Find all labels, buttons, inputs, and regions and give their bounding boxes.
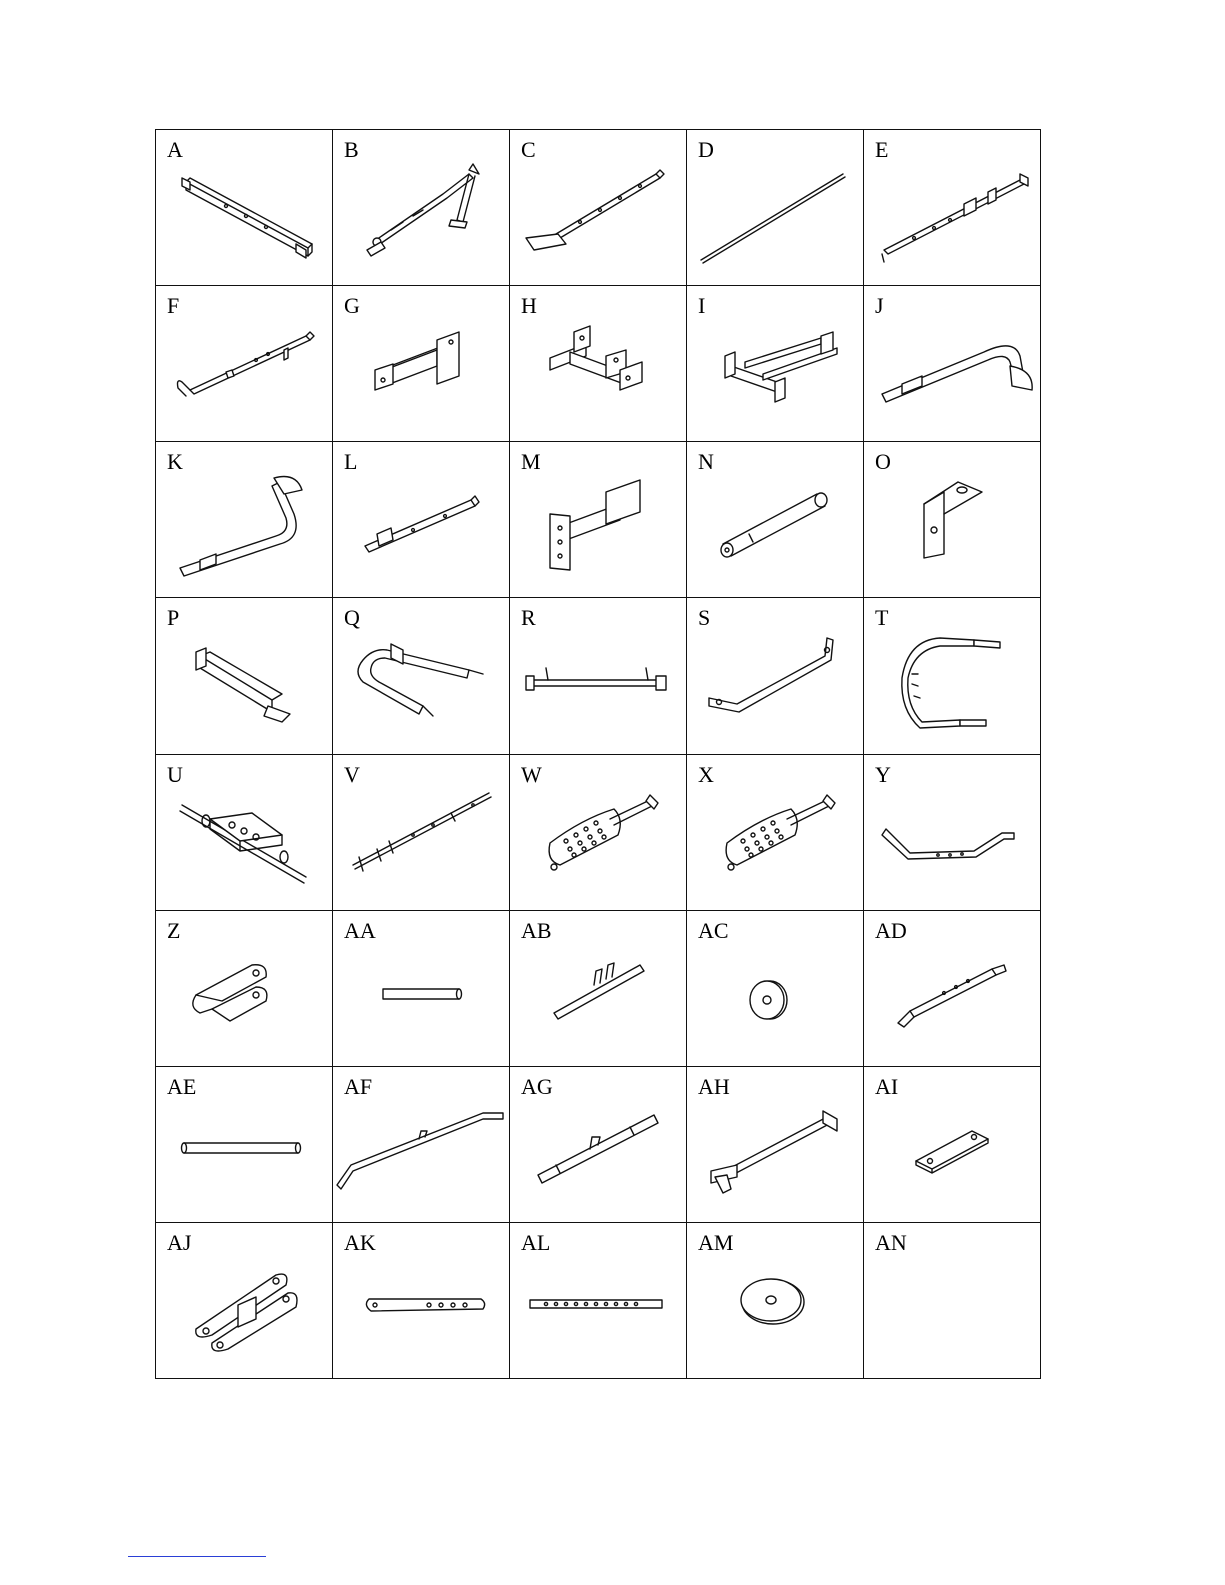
bent-bar-illustration [864, 755, 1040, 910]
part-cell-c [510, 130, 687, 286]
angle-bracket-illustration [864, 442, 1040, 597]
part-cell-ak [333, 1222, 510, 1378]
pedal-arm-illustration [687, 755, 863, 910]
part-cell-a [156, 130, 333, 286]
part-cell-b [333, 130, 510, 286]
part-label: B [344, 137, 359, 162]
part-cell-q [333, 598, 510, 754]
part-label: P [167, 605, 180, 631]
channel-with-tabs-illustration [864, 911, 1040, 1066]
part-cell-h [510, 286, 687, 442]
part-label: AM [698, 1229, 734, 1255]
part-label: E [875, 137, 889, 162]
double-clevis-illustration [156, 1223, 332, 1378]
parts-row [156, 1066, 1041, 1222]
part-cell-af [333, 1066, 510, 1222]
part-label: S [698, 605, 711, 631]
part-cell-o [864, 442, 1041, 598]
part-label: T [875, 605, 889, 631]
part-label: AJ [167, 1229, 192, 1255]
perforated-strip-illustration [333, 1223, 509, 1378]
part-label: W [521, 761, 542, 787]
part-cell-ac [687, 910, 864, 1066]
part-cell-d [687, 130, 864, 286]
cross-frame-illustration [510, 286, 686, 441]
part-cell-an [864, 1222, 1041, 1378]
part-label: K [167, 449, 183, 475]
part-label: Y [875, 761, 891, 787]
part-label: AE [167, 1073, 197, 1099]
part-label: N [698, 449, 714, 475]
bearing-block-shaft-illustration [156, 755, 332, 910]
part-label: F [167, 293, 180, 319]
part-cell-s [687, 598, 864, 754]
part-label: AL [521, 1229, 551, 1255]
tube-on-plate-illustration [510, 442, 686, 597]
part-cell-j [864, 286, 1041, 442]
part-cell-ag [510, 1066, 687, 1222]
channel-bar-illustration [333, 442, 509, 597]
axle-bar-illustration [510, 598, 686, 753]
short-tube-illustration [333, 911, 509, 1066]
part-label: M [521, 449, 541, 475]
part-cell-aa [333, 910, 510, 1066]
bar-with-hook-illustration [156, 286, 332, 441]
part-cell-ab [510, 910, 687, 1066]
part-label: AH [698, 1073, 730, 1099]
part-cell-am [687, 1222, 864, 1378]
bar-with-brackets-illustration [864, 130, 1040, 285]
part-cell-u [156, 754, 333, 910]
clevis-bracket-illustration [156, 911, 332, 1066]
curved-arm-illustration [156, 442, 332, 597]
part-label: Q [344, 605, 360, 631]
part-label: L [344, 449, 358, 475]
part-label: C [521, 137, 536, 162]
part-label: AD [875, 917, 907, 943]
flat-washer-illustration [687, 1223, 863, 1378]
rod-with-pins-illustration [333, 755, 509, 910]
parts-row [156, 130, 1041, 286]
part-label: AA [344, 917, 376, 943]
bent-rod-illustration [333, 1067, 509, 1222]
footer-link-underline[interactable] [128, 1556, 266, 1557]
part-cell-l [333, 442, 510, 598]
disc-washer-illustration [687, 911, 863, 1066]
parts-table [155, 129, 1041, 1379]
part-label: X [698, 761, 714, 787]
curved-handle-bar-illustration [864, 286, 1040, 441]
parts-row [156, 442, 1041, 598]
part-cell-t [864, 598, 1041, 754]
parts-row [156, 910, 1041, 1066]
tube-with-plate-illustration [333, 286, 509, 441]
part-label: D [698, 137, 714, 162]
tube-with-tabs-illustration [510, 911, 686, 1066]
long-tube-illustration [156, 1067, 332, 1222]
bent-bracket-illustration [687, 598, 863, 753]
part-label: U [167, 761, 183, 787]
part-cell-ad [864, 910, 1041, 1066]
part-cell-x [687, 754, 864, 910]
double-tube-frame-illustration [687, 286, 863, 441]
flat-plate-illustration [864, 1067, 1040, 1222]
part-label: AK [344, 1229, 376, 1255]
part-label: I [698, 293, 706, 319]
part-cell-m [510, 442, 687, 598]
roller-pad-illustration [687, 442, 863, 597]
part-cell-ah [687, 1066, 864, 1222]
part-label: AN [875, 1229, 907, 1255]
part-label: R [521, 605, 536, 631]
parts-row [156, 286, 1041, 442]
part-label: AI [875, 1073, 899, 1099]
adjustment-pin-tube-illustration [510, 1223, 686, 1378]
part-label: Z [167, 917, 181, 943]
parts-row [156, 754, 1041, 910]
part-cell-f [156, 286, 333, 442]
part-cell-v [333, 754, 510, 910]
bar-with-foot-plate-illustration [510, 130, 686, 285]
part-label: AB [521, 917, 552, 943]
tube-with-tab-illustration [510, 1067, 686, 1222]
part-cell-p [156, 598, 333, 754]
part-label: H [521, 293, 537, 319]
part-label: AG [521, 1073, 553, 1099]
part-cell-w [510, 754, 687, 910]
part-cell-y [864, 754, 1041, 910]
part-label: AF [344, 1073, 373, 1099]
bar-with-end-brackets-illustration [687, 1067, 863, 1222]
part-label: V [344, 761, 360, 787]
frame-bracket-illustration [333, 130, 509, 285]
part-cell-k [156, 442, 333, 598]
hoop-frame-illustration [864, 598, 1040, 753]
part-cell-n [687, 442, 864, 598]
part-cell-g [333, 286, 510, 442]
part-cell-z [156, 910, 333, 1066]
part-label: A [167, 137, 183, 162]
u-frame-illustration [333, 598, 509, 753]
bracket-with-tongue-illustration [156, 598, 332, 753]
part-cell-r [510, 598, 687, 754]
part-cell-i [687, 286, 864, 442]
parts-row [156, 598, 1041, 754]
part-cell-ae [156, 1066, 333, 1222]
part-label: AC [698, 917, 729, 943]
part-cell-e [864, 130, 1041, 286]
square-tube-bar-illustration [156, 130, 332, 285]
part-label: J [875, 293, 884, 319]
part-label: G [344, 293, 360, 319]
long-rod-illustration [687, 130, 863, 285]
part-cell-al [510, 1222, 687, 1378]
part-cell-aj [156, 1222, 333, 1378]
part-label: O [875, 449, 891, 475]
pedal-arm-illustration [510, 755, 686, 910]
parts-row [156, 1222, 1041, 1378]
part-cell-ai [864, 1066, 1041, 1222]
